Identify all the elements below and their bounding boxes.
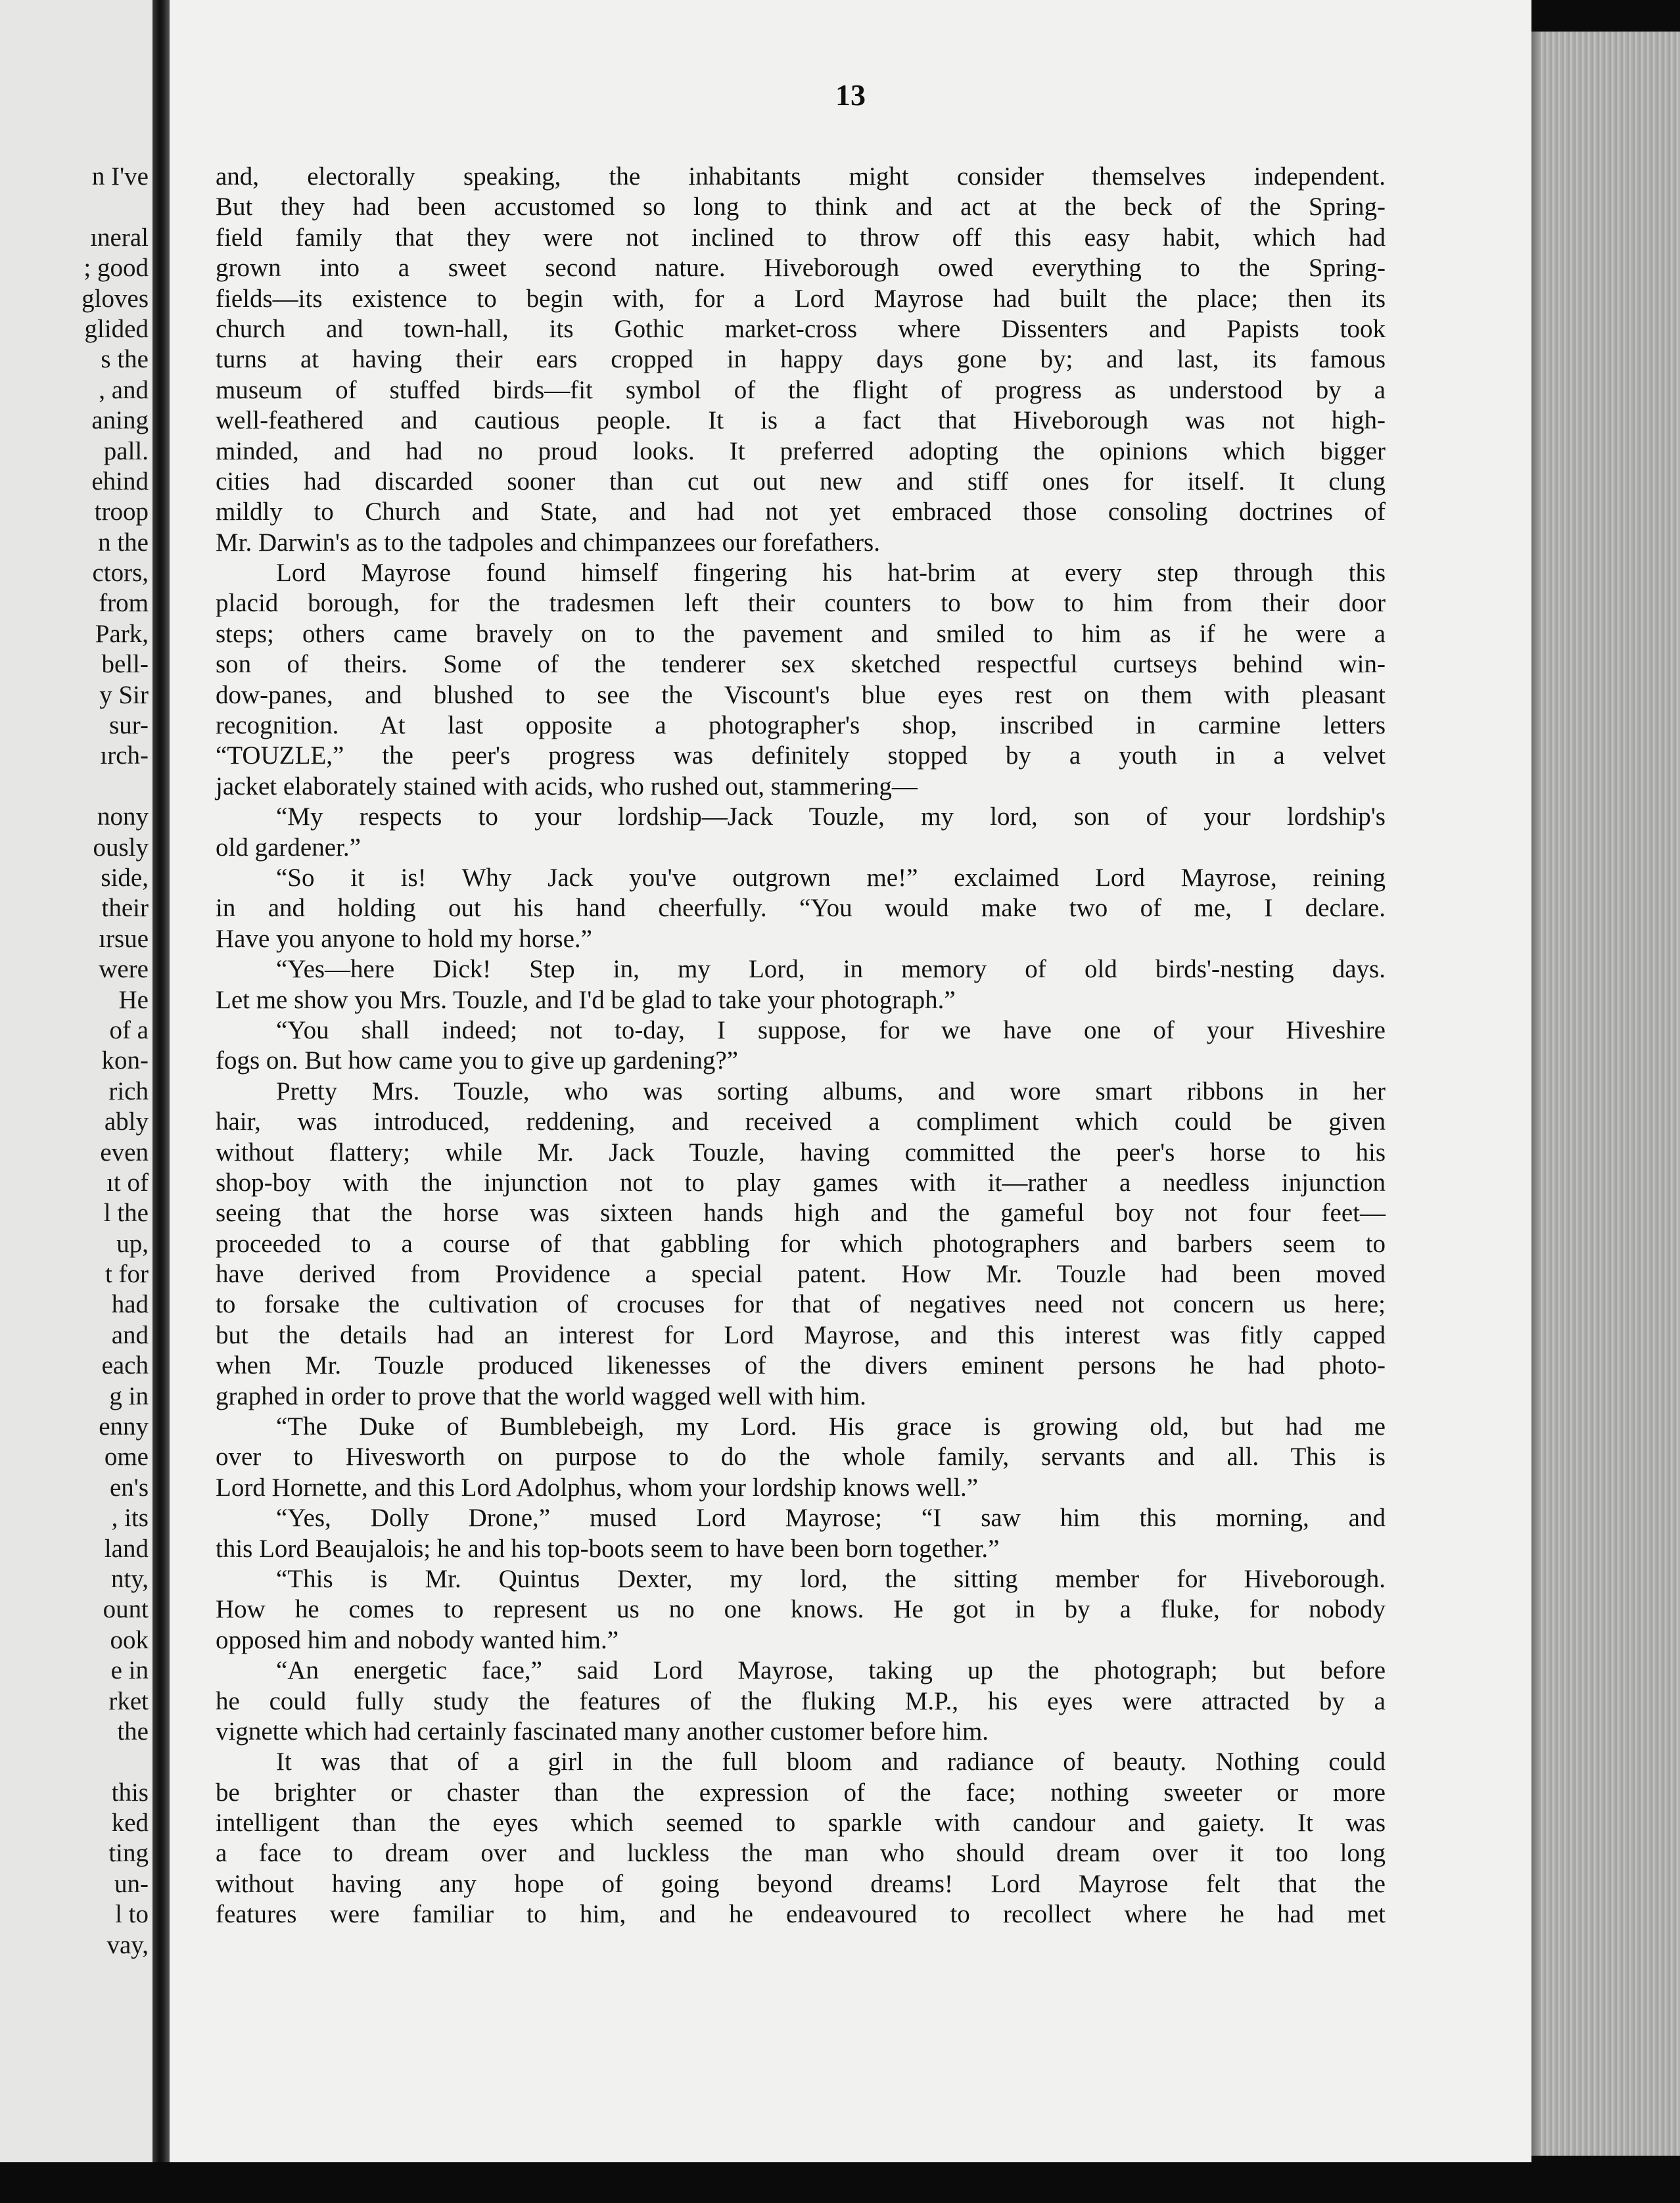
left-page-line: gloves	[82, 284, 149, 313]
text-line: How he comes to represent us no one knows. He got in by a fluke, for nobody	[216, 1595, 1386, 1624]
text-line: “An energetic face,” said Lord Mayrose, taking up the photograph; but before	[276, 1656, 1386, 1685]
left-page-line: pall.	[103, 436, 149, 465]
stacked-page-edges	[1531, 32, 1680, 2156]
text-line: shop-boy with the injunction not to play games with it—rather a needless injunction	[216, 1168, 1386, 1197]
left-page-line: ably	[104, 1107, 149, 1136]
book-gutter	[152, 0, 170, 2162]
left-page-line: troop	[94, 498, 149, 526]
text-line: “You shall indeed; not to-day, I suppose, for we have one of your Hiveshire	[276, 1015, 1386, 1044]
text-line: jacket elaborately stained with acids, who rushed out, stammering—	[216, 772, 918, 800]
text-line: church and town-hall, its Gothic market-cross where Dissenters and Papists took	[216, 314, 1386, 343]
left-page-line: He	[118, 985, 149, 1014]
text-line: Lord Mayrose found himself fingering his hat-brim at every step through this	[276, 559, 1386, 588]
left-page-line: , and	[99, 375, 149, 404]
text-line: and, electorally speaking, the inhabitants might consider themselves independent.	[216, 162, 1386, 191]
text-line: field family that they were not inclined to throw off this easy habit, which had	[216, 223, 1386, 252]
text-line: old gardener.”	[216, 833, 361, 862]
text-line: recognition. At last opposite a photographer's shop, inscribed in carmine letters	[216, 711, 1386, 740]
text-line: “So it is! Why Jack you've outgrown me!” exclaimed Lord Mayrose, reining	[276, 863, 1386, 892]
text-line: Let me show you Mrs. Touzle, and I'd be glad to take your photograph.”	[216, 985, 956, 1014]
text-line: cities had discarded sooner than cut out new and stiff ones for itself. It clung	[216, 467, 1386, 496]
left-page-line: un-	[114, 1869, 149, 1898]
left-page-line: ıt of	[106, 1168, 149, 1197]
text-line: It was that of a girl in the full bloom and radiance of beauty. Nothing could	[276, 1748, 1386, 1776]
left-page-line: bell-	[101, 650, 149, 679]
text-line: over to Hivesworth on purpose to do the whole family, servants and all. This is	[216, 1443, 1386, 1472]
text-line: be brighter or chaster than the expression of the face; nothing sweeter or more	[216, 1778, 1386, 1807]
text-line: opposed him and nobody wanted him.”	[216, 1625, 619, 1654]
text-line: “TOUZLE,” the peer's progress was definitely stopped by a youth in a velvet	[216, 741, 1386, 770]
text-line: fogs on. But how came you to give up gardening?”	[216, 1046, 738, 1075]
left-page-line: each	[101, 1351, 149, 1380]
text-line: minded, and had no proud looks. It preferred adopting the opinions which bigger	[216, 436, 1386, 465]
text-line: in and holding out his hand cheerfully. “You would make two of me, I declare.	[216, 894, 1386, 923]
text-line: intelligent than the eyes which seemed to sparkle with candour and gaiety. It was	[216, 1809, 1386, 1838]
left-page-line: Park,	[95, 619, 149, 648]
left-facing-page	[0, 0, 152, 2162]
left-page-line: rich	[108, 1077, 149, 1105]
left-page-line: rket	[108, 1686, 149, 1715]
text-line: but the details had an interest for Lord Mayrose, and this interest was fitly capped	[216, 1320, 1386, 1349]
left-page-text-fragments	[0, 162, 149, 1960]
left-page-line: even	[100, 1138, 149, 1167]
scan-bottom-border	[0, 2162, 1680, 2203]
text-line: turns at having their ears cropped in happy days gone by; and last, its famous	[216, 345, 1386, 374]
text-line: fields—its existence to begin with, for a Lord Mayrose had built the place; then its	[216, 284, 1386, 313]
text-line: “My respects to your lordship—Jack Touzle, my lord, son of your lordship's	[276, 802, 1386, 831]
text-line: hair, was introduced, reddening, and received a compliment which could be given	[216, 1107, 1386, 1136]
text-line: Mr. Darwin's as to the tadpoles and chimpanzees our forefathers.	[216, 528, 880, 557]
text-line: placid borough, for the tradesmen left their counters to bow to him from their door	[216, 589, 1386, 618]
left-page-line: sur-	[109, 711, 149, 740]
text-line: when Mr. Touzle produced likenesses of the divers eminent persons he had photo-	[216, 1351, 1386, 1380]
left-page-line: kon-	[101, 1046, 149, 1075]
left-page-line: and	[111, 1320, 149, 1349]
text-line: But they had been accustomed so long to think and act at the beck of the Spring-	[216, 193, 1386, 221]
text-line: this Lord Beaujalois; he and his top-boots seem to have been born together.”	[216, 1534, 1000, 1563]
left-page-line	[0, 1747, 149, 1777]
left-page-line: ook	[110, 1625, 149, 1654]
left-page-line	[0, 772, 149, 802]
left-page-line: ked	[111, 1809, 149, 1838]
left-page-line: were	[99, 955, 149, 984]
left-page-line: vay,	[106, 1930, 149, 1959]
text-line: features were familiar to him, and he endeavoured to recollect where he had met	[216, 1900, 1386, 1929]
left-page-line: ously	[93, 833, 149, 862]
left-page-line: g in	[109, 1381, 149, 1410]
left-page-line: s the	[101, 345, 149, 374]
left-page-line: ırsue	[99, 924, 149, 953]
left-page-line: ; good	[83, 254, 149, 283]
text-line: have derived from Providence a special patent. How Mr. Touzle had been moved	[216, 1260, 1386, 1289]
text-line: graphed in order to prove that the world wagged well with him.	[216, 1381, 866, 1410]
left-page-line: aning	[91, 406, 149, 435]
left-page-line: ıneral	[90, 223, 149, 252]
text-line: museum of stuffed birds—fit symbol of the flight of progress as understood by a	[216, 375, 1386, 404]
left-page-line: , its	[111, 1504, 149, 1533]
left-page-line: glided	[84, 314, 149, 343]
left-page-line: n the	[98, 528, 149, 557]
text-line: well-feathered and cautious people. It is a fact that Hiveborough was not high-	[216, 406, 1386, 435]
text-line: without flattery; while Mr. Jack Touzle, having committed the peer's horse to his	[216, 1138, 1386, 1167]
text-line: seeing that the horse was sixteen hands high and the gameful boy not four feet—	[216, 1199, 1386, 1228]
left-page-line: en's	[109, 1473, 149, 1502]
left-page-line: had	[111, 1290, 149, 1319]
left-page-line: nony	[97, 802, 149, 831]
left-page-line: ome	[104, 1443, 149, 1472]
left-page-line: up,	[116, 1229, 149, 1258]
left-page-line: l to	[115, 1900, 149, 1929]
text-line: “Yes, Dolly Drone,” mused Lord Mayrose; “I saw him this morning, and	[276, 1504, 1386, 1533]
text-line: a face to dream over and luckless the man who should dream over it too long	[216, 1839, 1386, 1868]
left-page-line: nty,	[110, 1564, 149, 1593]
text-line: “The Duke of Bumblebeigh, my Lord. His grace is growing old, but had me	[276, 1412, 1386, 1441]
text-line: grown into a sweet second nature. Hiveborough owed everything to the Spring-	[216, 254, 1386, 283]
left-page-line: this	[111, 1778, 149, 1807]
left-page-line: their	[101, 894, 149, 923]
left-page-line: ount	[103, 1595, 149, 1624]
text-line: dow-panes, and blushed to see the Viscount's blue eyes rest on them with pleasant	[216, 680, 1386, 709]
left-page-line: l the	[103, 1199, 149, 1228]
left-page-line	[0, 192, 149, 222]
left-page-line: t for	[105, 1260, 149, 1289]
page-number: 13	[835, 78, 866, 112]
left-page-line: side,	[101, 863, 149, 892]
text-line: Pretty Mrs. Touzle, who was sorting albums, and wore smart ribbons in her	[276, 1077, 1386, 1105]
left-page-line: e in	[110, 1656, 149, 1685]
text-line: to forsake the cultivation of crocuses for that of negatives need not concern us here;	[216, 1290, 1386, 1319]
text-line: he could fully study the features of the fluking M.P., his eyes were attracted by a	[216, 1686, 1386, 1715]
left-page-line: of a	[109, 1015, 149, 1044]
left-page-line: ırch-	[100, 741, 149, 770]
text-line: Lord Hornette, and this Lord Adolphus, whom your lordship knows well.”	[216, 1473, 979, 1502]
left-page-line: y Sir	[99, 680, 149, 709]
text-line: mildly to Church and State, and had not yet embraced those consoling doctrines of	[216, 498, 1386, 526]
left-page-line: ting	[108, 1839, 149, 1868]
text-line: without having any hope of going beyond dreams! Lord Mayrose felt that the	[216, 1869, 1386, 1898]
text-line: steps; others came bravely on to the pavement and smiled to him as if he were a	[216, 619, 1386, 648]
text-line: vignette which had certainly fascinated many another customer before him.	[216, 1717, 989, 1746]
text-line: proceeded to a course of that gabbling for which photographers and barbers seem to	[216, 1229, 1386, 1258]
left-page-line: from	[99, 589, 149, 618]
main-page	[170, 0, 1531, 2162]
text-line: “This is Mr. Quintus Dexter, my lord, the sitting member for Hiveborough.	[276, 1564, 1386, 1593]
left-page-line: ehind	[91, 467, 149, 496]
text-line: “Yes—here Dick! Step in, my Lord, in memory of old birds'-nesting days.	[276, 955, 1386, 984]
left-page-line: land	[104, 1534, 149, 1563]
left-page-line: the	[117, 1717, 149, 1746]
left-page-line: ctors,	[92, 559, 149, 588]
body-text	[216, 162, 1386, 1930]
left-page-line: n I've	[91, 162, 149, 191]
text-line: Have you anyone to hold my horse.”	[216, 924, 592, 953]
text-line: son of theirs. Some of the tenderer sex sketched respectful curtseys behind win-	[216, 650, 1386, 679]
left-page-line: enny	[99, 1412, 149, 1441]
